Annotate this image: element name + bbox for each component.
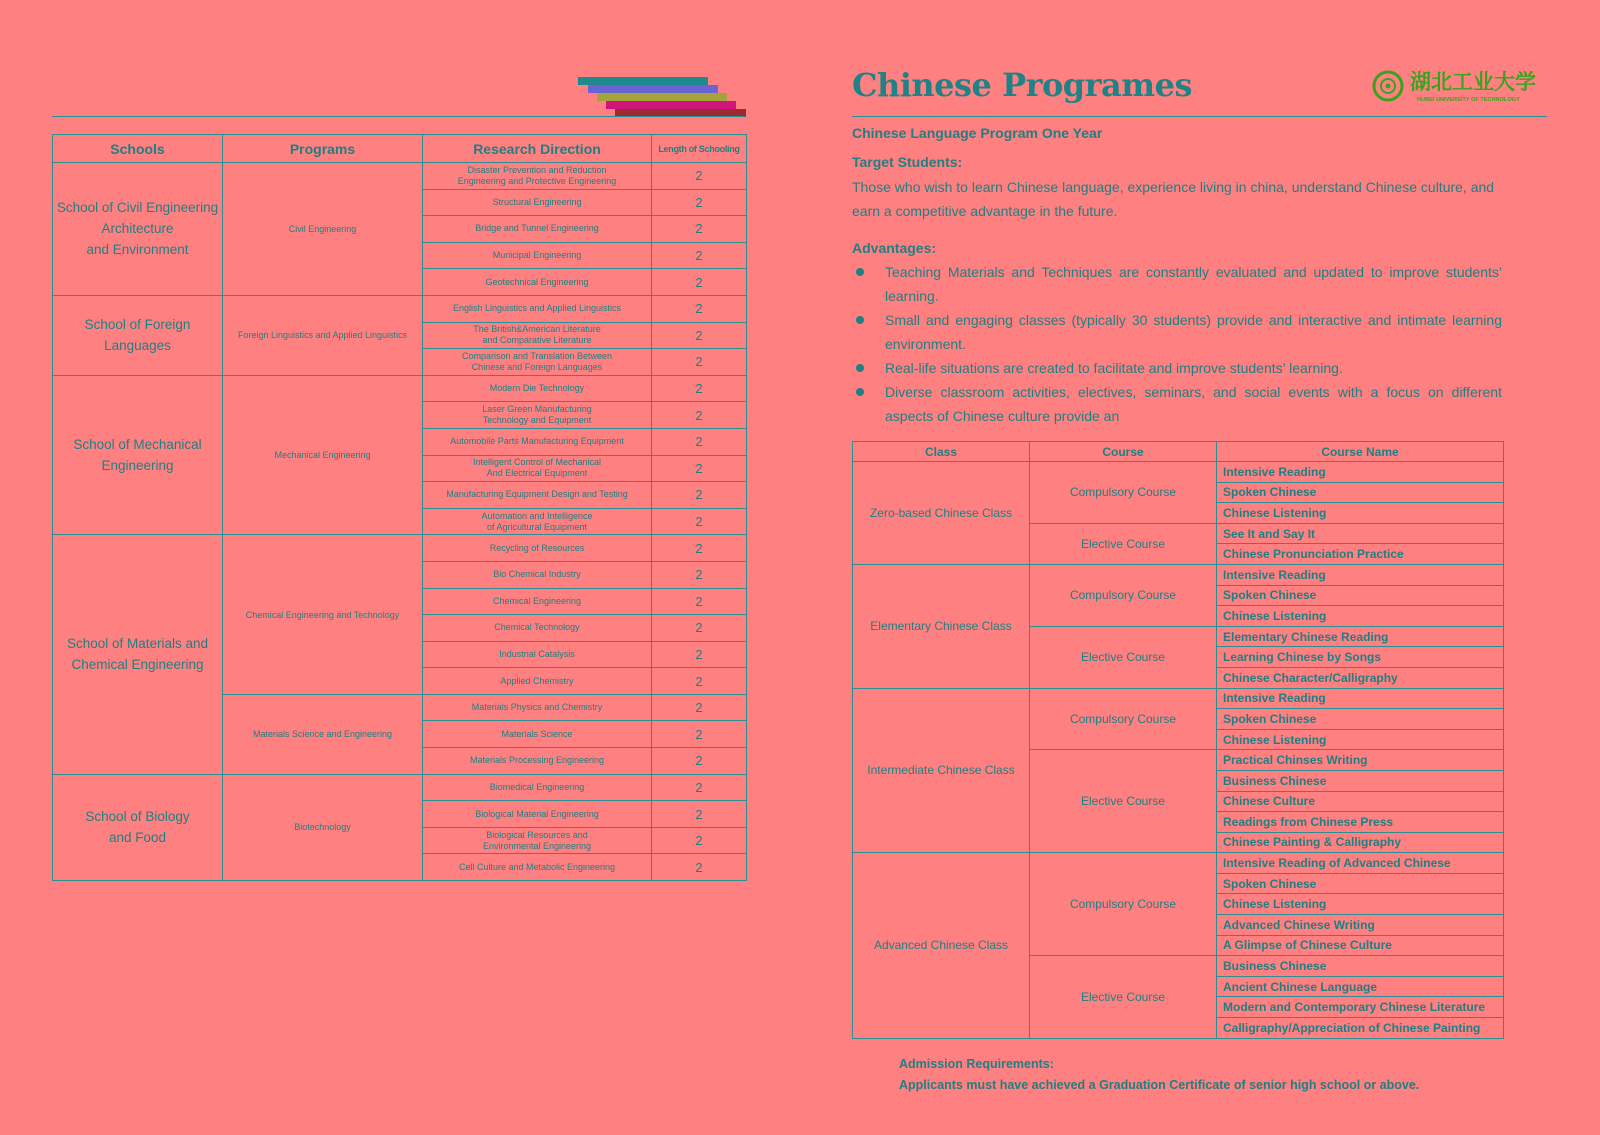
table-row [853, 688, 1504, 709]
programs-table [52, 134, 747, 881]
course-name: Chinese Character/Calligraphy [1217, 667, 1504, 688]
length-of-schooling: 2 [652, 854, 747, 881]
research-direction: Cell Culture and Metabolic Engineering [423, 854, 652, 881]
course-name: Chinese Listening [1217, 894, 1504, 915]
class-name: Advanced Chinese Class [853, 853, 1030, 1038]
length-of-schooling: 2 [652, 668, 747, 695]
header-class: Class [853, 442, 1030, 462]
length-of-schooling: 2 [652, 455, 747, 482]
length-of-schooling: 2 [652, 402, 747, 429]
course-name: Intensive Reading [1217, 688, 1504, 709]
admission-heading: Admission Requirements: [899, 1057, 1054, 1071]
school-name: School of Biology and Food [53, 774, 223, 880]
school-name: School of Mechanical Engineering [53, 375, 223, 535]
course-type: Compulsory Course [1030, 462, 1217, 524]
research-direction: Recycling of Resources [423, 535, 652, 562]
class-name: Intermediate Chinese Class [853, 688, 1030, 853]
course-type: Compulsory Course [1030, 688, 1217, 750]
research-direction: Applied Chemistry [423, 668, 652, 695]
research-direction: Industrial Catalysis [423, 641, 652, 668]
research-direction: The British&American Literature and Comparative Literature [423, 322, 652, 349]
course-name: Spoken Chinese [1217, 709, 1504, 730]
course-name: Ancient Chinese Language [1217, 976, 1504, 997]
stripe [597, 93, 727, 101]
table-row [853, 462, 1504, 483]
course-name: Intensive Reading [1217, 564, 1504, 585]
length-of-schooling: 2 [652, 482, 747, 509]
length-of-schooling: 2 [652, 189, 747, 216]
course-name: Modern and Contemporary Chinese Literature [1217, 997, 1504, 1018]
research-direction: Bridge and Tunnel Engineering [423, 216, 652, 243]
course-name: Chinese Pronunciation Practice [1217, 544, 1504, 565]
program-name: Chemical Engineering and Technology [223, 535, 423, 695]
table-row [853, 564, 1504, 585]
research-direction: Materials Physics and Chemistry [423, 694, 652, 721]
advantage-item: Teaching Materials and Techniques are constantly evaluated and updated to improve students’ learning. [852, 260, 1502, 308]
course-name: Spoken Chinese [1217, 873, 1504, 894]
course-name: Chinese Listening [1217, 503, 1504, 524]
course-name: Spoken Chinese [1217, 482, 1504, 503]
course-type: Elective Course [1030, 626, 1217, 688]
university-seal-icon [1374, 72, 1402, 100]
research-direction: Manufacturing Equipment Design and Testing [423, 482, 652, 509]
program-name: Biotechnology [223, 774, 423, 880]
logo-chinese-name: 湖北工业大学 [1410, 70, 1536, 94]
programs-table-header [53, 135, 747, 163]
length-of-schooling: 2 [652, 322, 747, 349]
length-of-schooling: 2 [652, 295, 747, 322]
course-table [852, 441, 1504, 1039]
course-name: Intensive Reading [1217, 462, 1504, 483]
course-name: Chinese Listening [1217, 606, 1504, 627]
course-name: Business Chinese [1217, 956, 1504, 977]
school-name: School of Materials and Chemical Engineering [53, 535, 223, 774]
course-name: Intensive Reading of Advanced Chinese [1217, 853, 1504, 874]
class-name: Zero-based Chinese Class [853, 462, 1030, 565]
table-row [853, 853, 1504, 874]
research-direction: Biomedical Engineering [423, 774, 652, 801]
left-header-rule [52, 116, 745, 117]
course-name: Advanced Chinese Writing [1217, 915, 1504, 936]
length-of-schooling: 2 [652, 535, 747, 562]
stripe [588, 85, 718, 93]
course-type: Elective Course [1030, 956, 1217, 1038]
stripe [606, 101, 736, 109]
course-name: Learning Chinese by Songs [1217, 647, 1504, 668]
length-of-schooling: 2 [652, 615, 747, 642]
course-name: Spoken Chinese [1217, 585, 1504, 606]
course-name: Readings from Chinese Press [1217, 812, 1504, 833]
program-title: Chinese Language Program One Year [852, 125, 1103, 141]
header-schools: Schools [53, 135, 223, 163]
research-direction: Structural Engineering [423, 189, 652, 216]
program-name: Foreign Linguistics and Applied Linguistics [223, 295, 423, 375]
course-name: See It and Say It [1217, 523, 1504, 544]
course-name: Practical Chinses Writing [1217, 750, 1504, 771]
length-of-schooling: 2 [652, 242, 747, 269]
program-name: Mechanical Engineering [223, 375, 423, 535]
course-name: Chinese Culture [1217, 791, 1504, 812]
research-direction: Chemical Technology [423, 615, 652, 642]
length-of-schooling: 2 [652, 641, 747, 668]
length-of-schooling: 2 [652, 827, 747, 854]
length-of-schooling: 2 [652, 801, 747, 828]
header-programs: Programs [223, 135, 423, 163]
research-direction: Chemical Engineering [423, 588, 652, 615]
header-course: Course [1030, 442, 1217, 462]
course-name: Chinese Painting & Calligraphy [1217, 832, 1504, 853]
research-direction: Materials Processing Engineering [423, 748, 652, 775]
research-direction: Geotechnical Engineering [423, 269, 652, 296]
length-of-schooling: 2 [652, 508, 747, 535]
right-header-rule [852, 116, 1547, 117]
research-direction: English Linguistics and Applied Linguistics [423, 295, 652, 322]
length-of-schooling: 2 [652, 216, 747, 243]
table-row [53, 295, 747, 322]
school-name: School of Civil Engineering Architecture and Environment [53, 163, 223, 296]
research-direction: Automation and Intelligence of Agricultural Equipment [423, 508, 652, 535]
course-table-header [853, 442, 1504, 462]
course-type: Compulsory Course [1030, 564, 1217, 626]
page-title: Chinese Programes [852, 66, 1192, 104]
course-name: Business Chinese [1217, 770, 1504, 791]
length-of-schooling: 2 [652, 721, 747, 748]
table-row [53, 535, 747, 562]
course-name: A Glimpse of Chinese Culture [1217, 935, 1504, 956]
course-type: Compulsory Course [1030, 853, 1217, 956]
length-of-schooling: 2 [652, 269, 747, 296]
stripe [578, 77, 708, 85]
table-row [53, 774, 747, 801]
research-direction: Automobile Parts Manufacturing Equipment [423, 428, 652, 455]
target-students-heading: Target Students: [852, 154, 963, 170]
table-row [53, 375, 747, 402]
admission-text: Applicants must have achieved a Graduation Certificate of senior high school or above. [899, 1078, 1420, 1092]
length-of-schooling: 2 [652, 748, 747, 775]
advantage-item: Diverse classroom activities, electives, seminars, and social events with a focus on different aspects of Chinese culture provide an [852, 380, 1502, 428]
program-name: Materials Science and Engineering [223, 694, 423, 774]
research-direction: Biological Material Engineering [423, 801, 652, 828]
advantage-item: Real-life situations are created to facilitate and improve students’ learning. [852, 356, 1502, 380]
length-of-schooling: 2 [652, 588, 747, 615]
length-of-schooling: 2 [652, 774, 747, 801]
length-of-schooling: 2 [652, 428, 747, 455]
length-of-schooling: 2 [652, 561, 747, 588]
research-direction: Comparison and Translation Between Chinese and Foreign Languages [423, 349, 652, 376]
course-name: Elementary Chinese Reading [1217, 626, 1504, 647]
length-of-schooling: 2 [652, 163, 747, 190]
class-name: Elementary Chinese Class [853, 564, 1030, 688]
research-direction: Materials Science [423, 721, 652, 748]
program-name: Civil Engineering [223, 163, 423, 296]
target-students-text: Those who wish to learn Chinese language, experience living in china, understand Chinese culture, and earn a competitive advantage in the future. [852, 179, 1495, 219]
advantage-item: Small and engaging classes (typically 30 students) provide and interactive and intimate learning environment. [852, 308, 1502, 356]
logo-english-name: HUBEI UNIVERSITY OF TECHNOLOGY [1417, 97, 1520, 103]
research-direction: Bio Chemical Industry [423, 561, 652, 588]
research-direction: Disaster Prevention and Reduction Engineering and Protective Engineering [423, 163, 652, 190]
advantages-list [852, 260, 1502, 428]
research-direction: Laser Green Manufacturing Technology and Equipment [423, 402, 652, 429]
course-name: Calligraphy/Appreciation of Chinese Painting [1217, 1018, 1504, 1039]
advantages-heading: Advantages: [852, 240, 937, 256]
research-direction: Modern Die Technology [423, 375, 652, 402]
header-research-direction: Research Direction [423, 135, 652, 163]
university-logo [1372, 69, 1548, 105]
length-of-schooling: 2 [652, 375, 747, 402]
course-type: Elective Course [1030, 750, 1217, 853]
school-name: School of Foreign Languages [53, 295, 223, 375]
research-direction: Intelligent Control of Mechanical And Electrical Equipment [423, 455, 652, 482]
research-direction: Biological Resources and Environmental Engineering [423, 827, 652, 854]
course-type: Elective Course [1030, 523, 1217, 564]
length-of-schooling: 2 [652, 349, 747, 376]
table-row [53, 163, 747, 190]
header-course-name: Course Name [1217, 442, 1504, 462]
length-of-schooling: 2 [652, 694, 747, 721]
course-name: Chinese Listening [1217, 729, 1504, 750]
header-length-of-schooling: Length of Schooling [652, 135, 747, 163]
research-direction: Municipal Engineering [423, 242, 652, 269]
